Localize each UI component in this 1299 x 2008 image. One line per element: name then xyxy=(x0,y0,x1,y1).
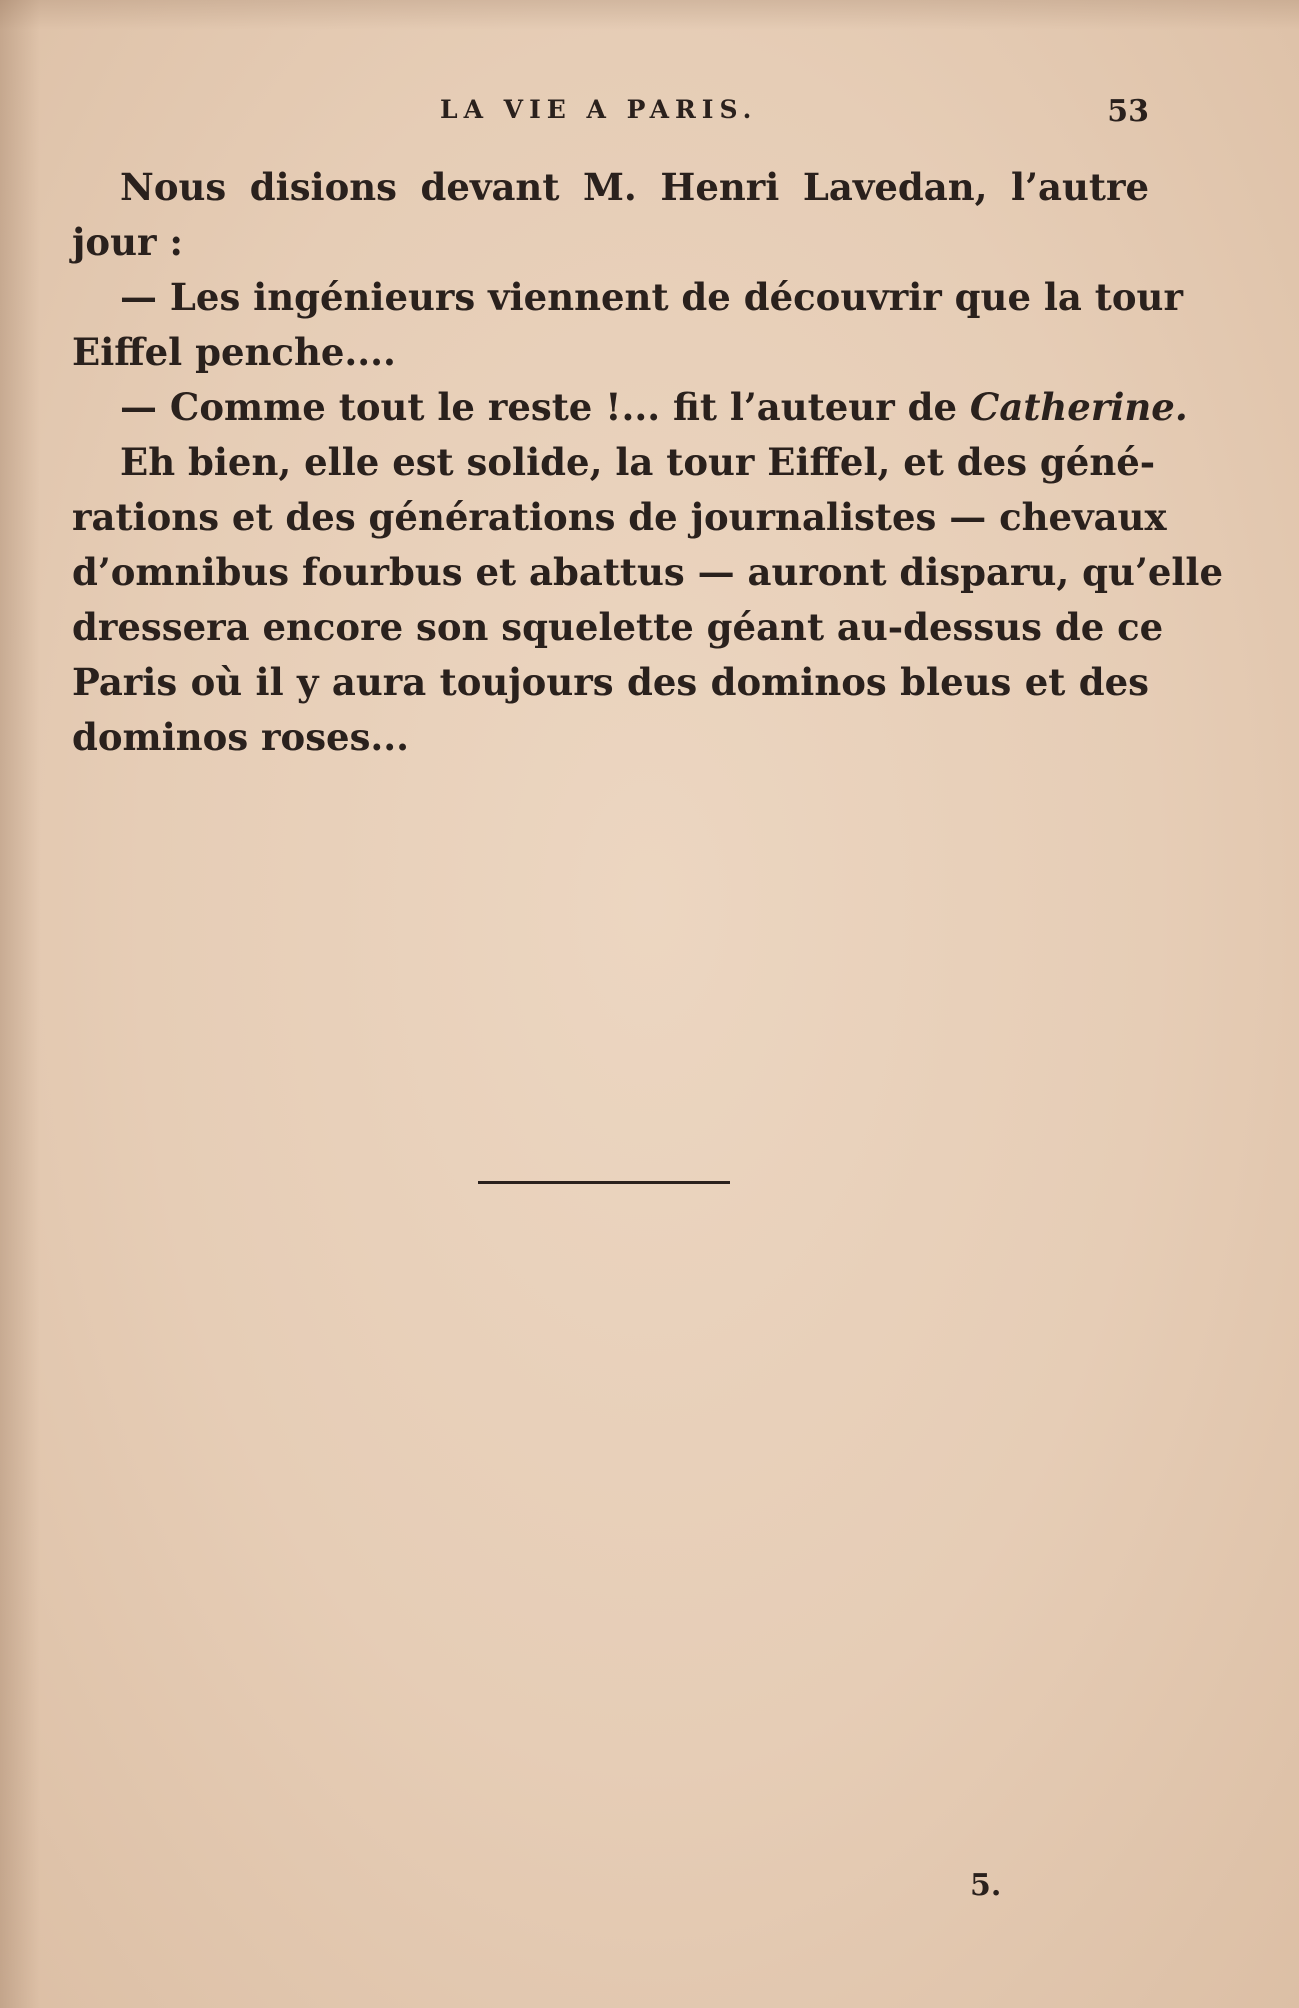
text-line: Eh bien, elle est solide, la tour Eiffel, et des géné- xyxy=(120,440,1156,484)
text-line: Paris où il y aura toujours des dominos bleus et des xyxy=(72,660,1149,704)
text-fragment: — Comme tout le reste !... fit l’auteur de xyxy=(120,385,957,429)
book-title-italic: Catherine. xyxy=(969,385,1188,429)
page-number: 53 xyxy=(1107,94,1149,129)
text-line-with-title xyxy=(72,380,1188,435)
text-line: dominos roses... xyxy=(72,715,410,759)
text-line: jour : xyxy=(72,220,183,264)
text-line: d’omnibus fourbus et abattus — auront disparu, qu’elle xyxy=(72,550,1224,594)
text-line: Nous disions devant M. Henri Lavedan, l’autre xyxy=(120,165,1149,209)
body-text xyxy=(72,160,1224,765)
text-line: Eiffel penche.... xyxy=(72,330,396,374)
text-line: — Les ingénieurs viennent de découvrir que la tour xyxy=(120,275,1183,319)
running-title: LA VIE A PARIS. xyxy=(440,95,758,124)
signature-mark: 5. xyxy=(970,1868,1002,1903)
section-end-rule xyxy=(478,1181,730,1184)
text-line: rations et des générations de journalistes — chevaux xyxy=(72,495,1167,539)
text-line: dressera encore son squelette géant au-dessus de ce xyxy=(72,605,1164,649)
